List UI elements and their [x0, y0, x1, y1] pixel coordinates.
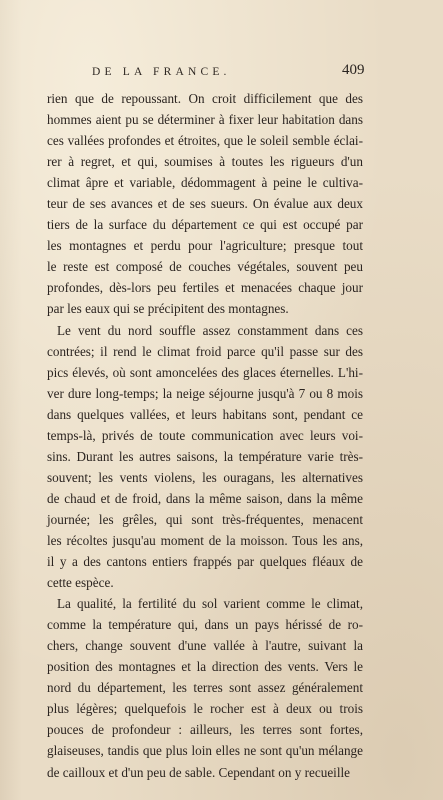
text-line: pouces de profondeur : ailleurs, les terres sont fortes, — [47, 722, 363, 738]
text-line: position des montagnes et la direction des vents. Vers le — [47, 659, 363, 675]
text-line: climat âpre et variable, dédommagent à peine le cultiva- — [47, 175, 363, 191]
text-line: cette espèce. — [47, 575, 114, 591]
text-line: profondes, dès-lors peu fertiles et menacées chaque jour — [47, 280, 363, 296]
text-line: pics élevés, où sont amoncelées des glaces éternelles. L'hi- — [47, 364, 363, 380]
paragraph — [47, 88, 363, 320]
text-line: rer à regret, et qui, soumises à toutes les rigueurs d'un — [47, 154, 363, 170]
text-line: sins. Durant les autres saisons, la température varie très- — [47, 448, 363, 464]
text-line: plus légères; quelquefois le rocher est à deux ou trois — [47, 701, 363, 717]
text-line: nord du département, les terres sont assez généralement — [47, 680, 363, 696]
text-line: comme la température qui, dans un pays hérissé de ro- — [47, 617, 363, 633]
text-line: de cailloux et d'un peu de sable. Cependant on y recueille — [47, 764, 351, 780]
text-line: La qualité, la fertilité du sol varient comme le climat, — [57, 596, 363, 612]
text-line: contrées; il rend le climat froid parce qu'il passe sur des — [47, 343, 363, 359]
text-line: journée; les grêles, qui sont très-fréquentes, menacent — [47, 511, 363, 527]
running-head: DE LA FRANCE. — [92, 66, 231, 78]
paragraph — [47, 320, 363, 594]
text-line: ver dure long-temps; la neige séjourne jusqu'à 7 ou 8 mois — [47, 385, 363, 401]
paragraph — [47, 593, 363, 782]
text-line: Le vent du nord souffle assez constamment dans ces — [57, 322, 363, 338]
text-line: les montagnes et perdu pour l'agriculture; presque tout — [47, 238, 363, 254]
text-line: rien que de repoussant. On croit difficilement que des — [47, 91, 363, 106]
text-line: les récoltes jusqu'au moment de la moisson. Tous les ans, — [47, 532, 363, 548]
text-line: le reste est composé de couches végétales, souvent peu — [47, 259, 363, 275]
page-number: 409 — [342, 62, 365, 78]
text-line: de chaud et de froid, dans la même saison, dans la même — [47, 490, 363, 506]
text-line: glaiseuses, tandis que plus loin elles ne sont qu'un mélange — [47, 743, 363, 759]
text-line: teur de ses avances et de ses sueurs. On évalue aux deux — [47, 196, 363, 212]
page-header — [92, 62, 365, 78]
text-line: il y a des cantons entiers frappés par quelques fléaux de — [47, 554, 363, 570]
body-text — [47, 88, 363, 783]
text-line: ces vallées profondes et étroites, que le soleil semble éclai- — [47, 133, 363, 149]
text-line: hommes aient pu se déterminer à fixer leur habitation dans — [47, 112, 363, 128]
text-line: tiers de la surface du département ce qui est occupé par — [47, 217, 363, 233]
text-line: temps-là, privés de toute communication avec leurs voi- — [47, 427, 363, 443]
text-line: souvent; les vents violens, les ouragans, les alternatives — [47, 469, 363, 485]
text-line: dans quelques vallées, et leurs habitans sont, pendant ce — [47, 406, 363, 422]
text-line: par les eaux qui se précipitent des montagnes. — [47, 301, 289, 317]
text-line: chers, change souvent d'une vallée à l'autre, suivant la — [47, 638, 363, 654]
